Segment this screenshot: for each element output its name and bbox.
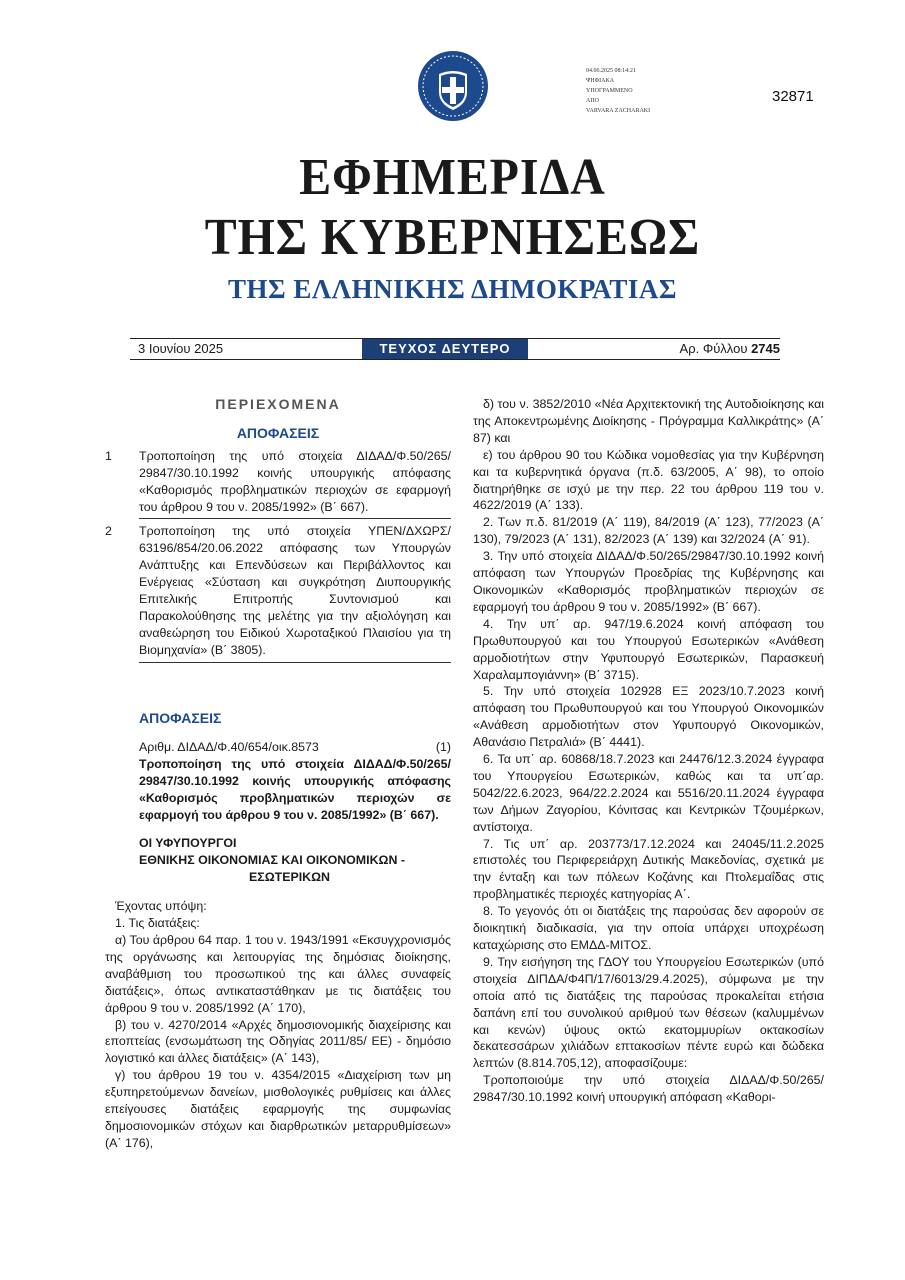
signature-line: ΨΗΦΙΑΚΑ <box>586 78 615 84</box>
paragraph: 6. Τα υπ΄ αρ. 60868/18.7.2023 και 24476/12.3.2024 έγγραφα του Υπουργείου Εσωτερικών, καθώς και τα υπ΄αρ. 5042/22.6.2023, 964/22.2.2024 και 5516/20.11.2024 έγγραφα των Δήμων Ζαγορίου, Κόνιτσας και Κεντρικών Τζουμέρκων, αντίστοιχα. <box>473 752 824 834</box>
paragraph: 3. Την υπό στοιχεία ΔΙΔΑΔ/Φ.50/265/29847/30.10.1992 κοινή απόφαση των Υπουργών Προεδρίας της Κυβέρνησης και Οικονομικών «Καθορισμός προβληματικών περιοχών σε εφαρμογή του άρθρου 9 του ν. 2085/1992» (Β΄ 667). <box>473 549 824 614</box>
gazette-title-line3: ΤΗΣ ΕΛΛΗΝΙΚΗΣ ΔΗΜΟΚΡΑΤΙΑΣ <box>227 274 678 304</box>
contents-subheading: ΑΠΟΦΑΣΕΙΣ <box>236 424 320 441</box>
paragraph: 1. Τις διατάξεις: <box>115 916 200 931</box>
issue-date: 3 Ιουνίου 2025 <box>138 341 224 356</box>
signature-line: ΥΠΟΓΡΑΜΜΕΝΟ <box>586 88 633 94</box>
decision-title: Τροποποίηση της υπό στοιχεία ΔΙΔΑΔ/Φ.50/265/ 29847/30.10.1992 κοινής υπουργικής απόφασης «Καθορισμός προβληματικών περιοχών σε εφαρμογή του άρθρου 9 του ν. 2085/1992» (Β΄ 667). <box>139 756 451 822</box>
contents-item-text: Τροποποίηση της υπό στοιχεία ΥΠΕΝ/ΔΧΩΡΣ/ 63196/854/20.06.2022 απόφασης των Υπουργών Ανάπτυξης και Επενδύσεων και Περιβάλλοντος και Ενέργειας «Σύσταση και συγκρότηση Διυπουργικής Επιτελικής Επιτροπής Συντονισμού και Παρακολούθησης της μελέτης για την αξιολόγηση και αναθεώρηση του Ειδικού Χωροταξικού Πλαισίου για τη Βιομηχανία» (Β΄ 3805). <box>139 524 451 657</box>
decision-section <box>105 710 451 1152</box>
ministers-line: ΕΘΝΙΚΗΣ ΟΙΚΟΝΟΜΙΑΣ ΚΑΙ ΟΙΚΟΝΟΜΙΚΩΝ - <box>139 853 405 868</box>
decision-ref-number: (1) <box>435 739 451 754</box>
contents-divider <box>139 518 451 519</box>
signature-line: ΑΠΟ <box>586 98 599 104</box>
ministers-line: ΟΙ ΥΦΥΠΟΥΡΓΟΙ <box>139 836 237 851</box>
digital-signature-stamp <box>586 66 650 116</box>
paragraph: 9. Την εισήγηση της ΓΔΟΥ του Υπουργείου Εσωτερικών (υπό στοιχεία ΔΙΠΔΑ/Φ4Π/17/6013/29.4.2025), σύμφωνα με την οποία από τις διατάξεις της παρούσας προκαλείται ετήσια δαπάνη επί του συνολικού αριθμού των θέσεων (καλυμμένων και κενών) ύψους οκτώ εκατομμυρίων οκτακοσίων δεκατεσσάρων χιλιάδων επτακοσίων πέντε ευρώ και δώδεκα λεπτών (8.814.705,12), αποφασίζουμε: <box>473 954 824 1071</box>
gazette-title-line2: ΤΗΣ ΚΥΒΕΡΝΗΣΕΩΣ <box>204 209 701 266</box>
right-column <box>473 396 824 1106</box>
contents-heading: ΠΕΡΙΕΧΟΜΕΝΑ <box>215 396 341 412</box>
ministers-heading <box>139 835 451 886</box>
decision-heading: ΑΠΟΦΑΣΕΙΣ <box>139 710 222 726</box>
decision-ref-text: Αριθμ. ΔΙΔΑΔ/Φ.40/654/οικ.8573 <box>139 739 319 754</box>
signature-line: VARVARA ZACHARAKI <box>586 108 651 114</box>
paragraph: 5. Την υπό στοιχεία 102928 ΕΞ 2023/10.7.2023 κοινή απόφαση του Πρωθυπουργού και του Υπουργού Οικονομικών «Ανάθεση αρμοδιοτήτων στον Υφυπουργό Οικονομικών, Αθανάσιο Πετραλιά» (Β΄ 4441). <box>473 684 824 750</box>
paragraph: β) του ν. 4270/2014 «Αρχές δημοσιονομικής διαχείρισης και εποπτείας (ενσωμάτωση της Οδηγίας 2011/85/ ΕΕ) - δημόσιο λογιστικό και άλλες διατάξεις» (Α΄ 143), <box>105 1017 451 1066</box>
gazette-title-line1: ΕΦΗΜΕΡΙΔΑ <box>299 149 606 206</box>
contents-item-number: 2 <box>105 524 112 539</box>
paragraph: γ) του άρθρου 19 του ν. 4354/2015 «Διαχείριση των μη εξυπηρετούμενων δανείων, μισθολογικές ρυθμίσεις και άλλες επείγουσες διατάξεις εφαρμογής της συμφωνίας δημοσιονομικών στόχων και διαρθρωτικών μεταρρυθμίσεων» (Α΄ 176), <box>105 1068 451 1150</box>
ministers-line: ΕΣΩΤΕΡΙΚΩΝ <box>249 870 331 885</box>
contents-divider <box>139 662 451 663</box>
greek-state-emblem <box>417 50 489 122</box>
paragraph: Τροποποιούμε την υπό στοιχεία ΔΙΔΑΔ/Φ.50/265/ 29847/30.10.1992 κοινή υπουργική απόφαση «Καθορι- <box>473 1073 824 1105</box>
paragraph: 8. Το γεγονός ότι οι διατάξεις της παρούσας δεν αφορούν σε διοικητική διαδικασία, για την οποία υπάρχει υποχρέωση καταχώρισης στο ΕΜΔΔ-ΜΙΤΟΣ. <box>473 904 824 952</box>
paragraph: α) Του άρθρου 64 παρ. 1 του ν. 1943/1991 «Εκσυγχρονισμός της οργάνωσης και λειτουργίας της δημόσιας διοίκησης, αναβάθμιση του προσωπικού της και άλλες συναφείς διατάξεις», όπως αντικαταστάθηκαν με τις διατάξεις του άρθρου 9 του ν. 2085/1992 (Α΄ 170), <box>105 932 451 1015</box>
issue-bottom-rule <box>130 359 780 360</box>
sheet-number: 2745 <box>751 341 780 356</box>
sheet-label: Αρ. Φύλλου <box>679 341 748 356</box>
contents-item <box>105 523 451 658</box>
contents-item <box>105 448 451 516</box>
signature-line: 04.06.2025 08:14:21 <box>586 68 636 74</box>
issue-bar <box>130 339 780 359</box>
issue-series: ΤΕΥΧΟΣ ΔΕΥΤΕΡΟ <box>362 339 528 359</box>
page-number: 32871 <box>772 88 814 105</box>
intro-text: Έχοντας υπόψη: <box>115 899 207 914</box>
paragraph: ε) του άρθρου 90 του Κώδικα νομοθεσίας για την Κυβέρνηση και τα κυβερνητικά όργανα (π.δ. 63/2005, Α΄ 98), το οποίο διατηρήθηκε σε ισχύ με την περ. 22 του άρθρου 119 του ν. 4622/2019 (Α΄ 133). <box>473 447 824 513</box>
contents-section <box>105 396 451 663</box>
paragraph: 4. Την υπ΄ αρ. 947/19.6.2024 κοινή απόφαση του Πρωθυπουργού και του Υπουργού Εσωτερικών «Ανάθεση αρμοδιοτήτων στην Υφυπουργό Εσωτερικών, Παρασκευή Χαραλαμπογιάννη» (Β΄ 3715). <box>473 616 824 682</box>
paragraph: 7. Τις υπ΄ αρ. 203773/17.12.2024 και 24045/11.2.2025 επιστολές του Περιφερειάρχη Δυτικής Μακεδονίας, σχετικά με την ένταξη και των πόλεων Κοζάνης και Πτολεμαΐδας στις προβληματικές περιοχές κατηγορίας Α΄. <box>473 836 824 902</box>
contents-item-number: 1 <box>105 448 112 463</box>
paragraph: δ) του ν. 3852/2010 «Νέα Αρχιτεκτονική της Αυτοδιοίκησης και της Αποκεντρωμένης Διοίκησης - Πρόγραμμα Καλλικράτης» (Α΄ 87) και <box>473 397 824 445</box>
issue-sheet <box>680 341 780 356</box>
contents-item-text: Τροποποίηση της υπό στοιχεία ΔΙΔΑΔ/Φ.50/265/ 29847/30.10.1992 κοινής υπουργικής απόφασης «Καθορισμός προβληματικών περιοχών σε εφαρμογή του άρθρου 9 του ν. 2085/1992» (Β΄ 667). <box>139 448 451 514</box>
paragraph: 2. Των π.δ. 81/2019 (Α΄ 119), 84/2019 (Α΄ 123), 77/2023 (Α΄ 130), 79/2023 (Α΄ 131), 82/2023 (Α΄ 139) και 32/2024 (Α΄ 91). <box>473 515 824 547</box>
decision-reference <box>139 739 451 756</box>
